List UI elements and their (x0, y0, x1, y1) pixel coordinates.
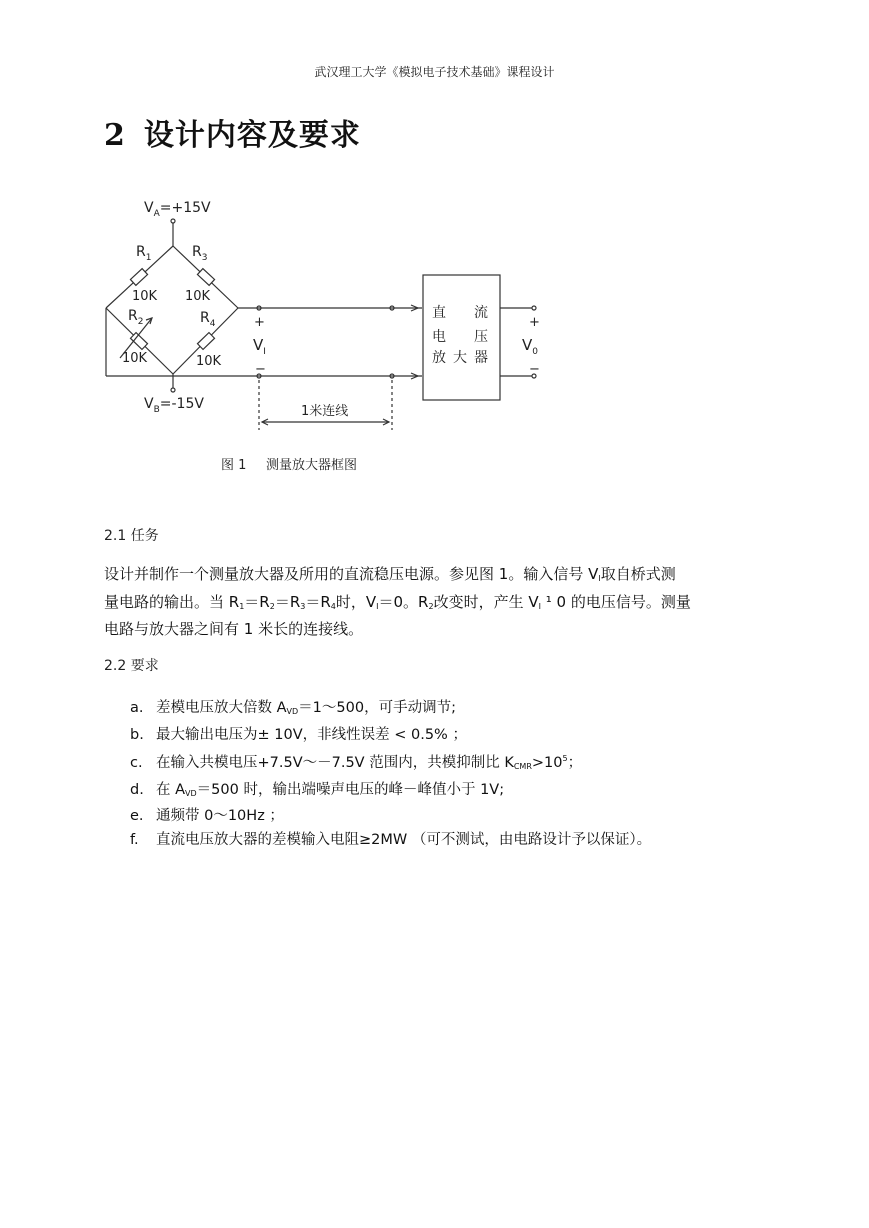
box-char-2: 流 (474, 305, 488, 321)
r1-body (130, 269, 147, 286)
top-terminal (171, 219, 175, 223)
r3-label: $R_3$ (192, 244, 208, 263)
requirements-list (130, 697, 651, 852)
requirement-c: c. 在输入共模电压+7.5V～－7.5V 范围内，共模抑制比 $K_{CMR}>10^5$； (130, 754, 583, 771)
r4-value: 10K (196, 354, 222, 369)
chapter-title-text: 设计内容及要求 (143, 118, 361, 153)
box-char-7: 器 (474, 350, 488, 366)
vi-label: $V_I$ (253, 336, 266, 357)
wire-length-label: 1米连线 (301, 404, 349, 419)
minus-input-sign: − (255, 362, 266, 377)
chapter-number: 2 (104, 118, 126, 153)
section-2-2-heading: 2.2 要求 (104, 658, 159, 674)
section-2-1-paragraph (104, 563, 774, 642)
minus-output-sign: − (529, 362, 540, 377)
requirement-a: a. 差模电压放大倍数 $A_{VD}=1\sim 500$，可手动调节; (130, 700, 456, 716)
para-line-3: 电路与放大器之间有 1 米长的连接线。 (104, 620, 364, 638)
para-line-2: 量电路的输出。当 $R_1=R_2=R_3=R_4$时，$V_I=0$。$R_2$改变时，产生 $V_I$ ¹ 0 的电压信号。测量 (104, 592, 691, 611)
requirement-f: f. 直流电压放大器的差模输入电阻≥2MW （可不测试，由电路设计予以保证）。 (130, 831, 652, 848)
figure-caption-text: 测量放大器框图 (266, 458, 358, 473)
r1-label: $R_1$ (136, 244, 152, 263)
bottom-terminal (171, 388, 175, 392)
box-char-3: 电 (432, 329, 446, 345)
requirement-b: b. 最大输出电压为± 10V，非线性误差 < 0.5% ； (130, 726, 467, 743)
section-2-1-heading: 2.1 任务 (104, 528, 159, 544)
r3-value: 10K (185, 289, 211, 304)
r4-label: $R_4$ (200, 310, 216, 329)
requirement-d: d. 在 $A_{VD}=500$ 时，输出端噪声电压的峰－峰值小于 1V; (130, 781, 505, 798)
r3-body (197, 269, 214, 286)
box-char-5: 放 (432, 350, 446, 366)
vo-label: $V_0$ (522, 336, 538, 357)
va-label: $V_A=+15V$ (144, 200, 211, 219)
r1-value: 10K (132, 289, 158, 304)
box-char-4: 压 (474, 329, 488, 345)
r2-label: $R_2$ (128, 308, 144, 327)
requirement-e: e. 通频带 0～10Hz ； (130, 808, 284, 824)
plus-output-sign: + (529, 315, 540, 330)
plus-input-sign: + (254, 315, 265, 330)
para-line-1: 设计并制作一个测量放大器及所用的直流稳压电源。参见图 1。输入信号 $V_I$取自桥式测 (104, 565, 676, 583)
running-header: 武汉理工大学《模拟电子技术基础》课程设计 (314, 65, 555, 79)
figure-measurement-amplifier-block-diagram (96, 190, 576, 480)
box-char-6: 大 (453, 350, 467, 366)
r2-value: 10K (122, 351, 148, 366)
vb-label: $V_B=-15V$ (144, 396, 204, 415)
box-char-1: 直 (432, 305, 446, 321)
figure-caption-number: 图 1 (221, 458, 247, 473)
output-plus-terminal (532, 306, 536, 310)
chapter-title (104, 110, 361, 154)
circuit-diagram (96, 190, 576, 480)
r4-body (197, 333, 214, 350)
